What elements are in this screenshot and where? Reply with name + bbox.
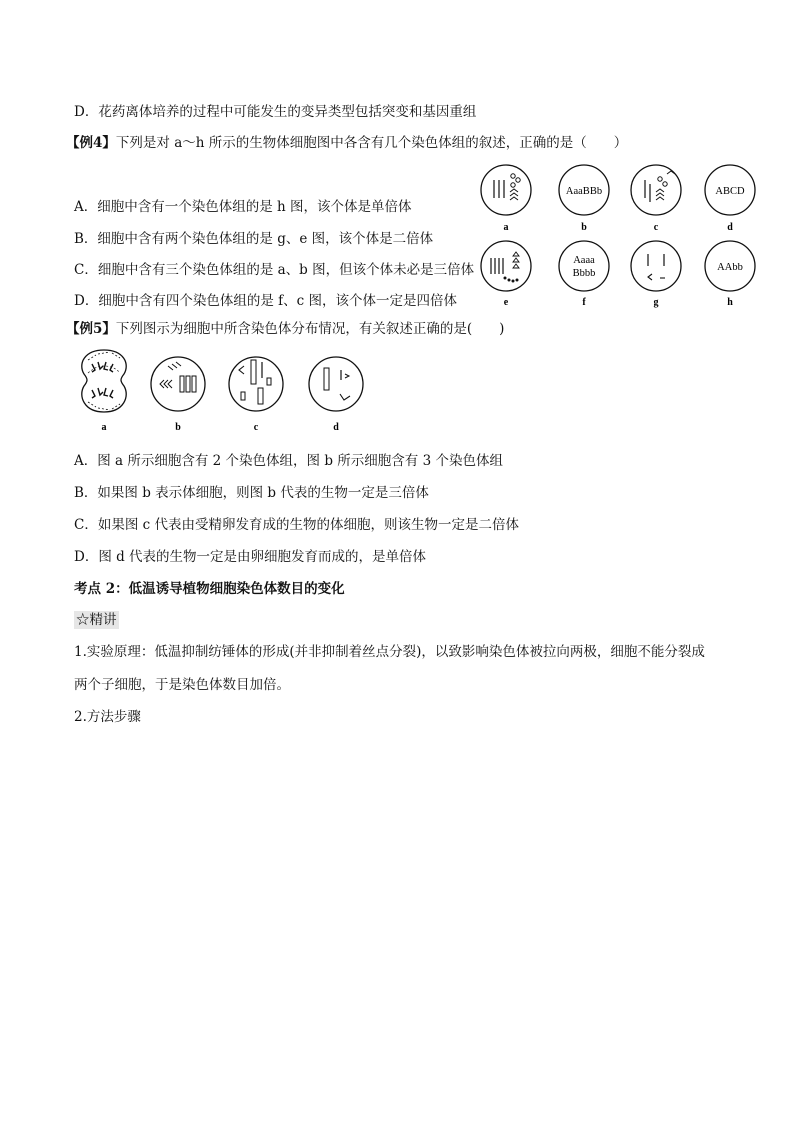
ex4-cell-d-label: d bbox=[727, 222, 733, 233]
ex4-cell-h-text: AAbb bbox=[717, 262, 743, 273]
ex5-question bbox=[66, 320, 504, 338]
ex4-cell-g-label: g bbox=[653, 297, 659, 308]
ex4-cell-f-label: f bbox=[582, 297, 586, 308]
ex4-cell-b-label: b bbox=[581, 222, 587, 233]
ex4-cell-d-text: ABCD bbox=[715, 186, 745, 197]
ex5-question-text: 下列图示为细胞中所含染色体分布情况，有关叙述正确的是( ) bbox=[115, 321, 505, 337]
ex4-cell-g bbox=[631, 241, 681, 308]
ex4-cell-a bbox=[481, 165, 531, 233]
ex4-cell-figure bbox=[478, 160, 778, 310]
ex4-cell-b-text: AaaBBb bbox=[565, 186, 603, 197]
ex4-cell-h-label: h bbox=[727, 297, 733, 308]
ex3-option-d: D．花药离体培养的过程中可能发生的变异类型包括突变和基因重组 bbox=[74, 104, 477, 120]
ex4-cell-e-label: e bbox=[503, 297, 509, 308]
principle-line-2: 两个子细胞，于是染色体数目加倍。 bbox=[74, 677, 290, 693]
ex4-cell-c bbox=[631, 165, 681, 233]
ex4-cell-d bbox=[705, 165, 755, 233]
ex5-cell-figure bbox=[74, 346, 374, 436]
ex4-option-b: B．细胞中含有两个染色体组的是 g、e 图，该个体是二倍体 bbox=[74, 231, 434, 247]
ex5-cell-a-label: a bbox=[101, 422, 107, 433]
kaodian2-heading: 考点 2：低温诱导植物细胞染色体数目的变化 bbox=[74, 581, 345, 597]
ex4-cell-b bbox=[559, 165, 609, 233]
ex4-cell-f-text-1: Aaaa bbox=[573, 255, 595, 266]
ex5-option-b: B．如果图 b 表示体细胞，则图 b 代表的生物一定是三倍体 bbox=[74, 485, 429, 501]
ex4-label: 【例4】 bbox=[66, 135, 116, 151]
ex4-option-d: D．细胞中含有四个染色体组的是 f、c 图，该个体一定是四倍体 bbox=[74, 293, 457, 309]
ex5-option-d: D．图 d 代表的生物一定是由卵细胞发育而成的，是单倍体 bbox=[74, 549, 427, 565]
ex5-cell-c bbox=[229, 357, 283, 433]
ex5-cell-a bbox=[82, 350, 126, 433]
ex4-cell-a-label: a bbox=[503, 222, 509, 233]
ex4-cell-h bbox=[705, 241, 755, 308]
ex5-label: 【例5】 bbox=[66, 321, 116, 337]
ex5-cell-d bbox=[309, 357, 363, 433]
ex5-cell-b bbox=[151, 357, 205, 433]
ex5-cell-c-label: c bbox=[253, 422, 259, 433]
ex4-question-text: 下列是对 a～h 所示的生物体细胞图中各含有几个染色体组的叙述，正确的是（ ） bbox=[115, 135, 628, 151]
ex5-option-c: C．如果图 c 代表由受精卵发育成的生物的体细胞，则该生物一定是二倍体 bbox=[74, 517, 519, 533]
ex4-cell-e bbox=[481, 241, 531, 308]
kaodian2-tag-row bbox=[74, 611, 119, 629]
method-steps: 2.方法步骤 bbox=[74, 709, 141, 725]
ex5-option-a: A．图 a 所示细胞含有 2 个染色体组，图 b 所示细胞含有 3 个染色体组 bbox=[74, 453, 503, 469]
jingjiang-tag: ☆精讲 bbox=[76, 612, 117, 628]
principle-line-1: 1.实验原理：低温抑制纺锤体的形成(并非抑制着丝点分裂)，以致影响染色体被拉向两极，细胞不能分裂成 bbox=[74, 644, 705, 660]
ex4-question bbox=[66, 134, 627, 152]
ex4-option-a: A．细胞中含有一个染色体组的是 h 图，该个体是单倍体 bbox=[74, 199, 412, 215]
ex5-cell-b-label: b bbox=[175, 422, 181, 433]
ex5-cell-d-label: d bbox=[333, 422, 339, 433]
ex4-cell-f bbox=[559, 241, 609, 308]
ex4-option-c: C．细胞中含有三个染色体组的是 a、b 图，但该个体未必是三倍体 bbox=[74, 262, 475, 278]
ex4-cell-c-label: c bbox=[653, 222, 659, 233]
ex4-cell-f-text-2: Bbbb bbox=[572, 268, 596, 279]
